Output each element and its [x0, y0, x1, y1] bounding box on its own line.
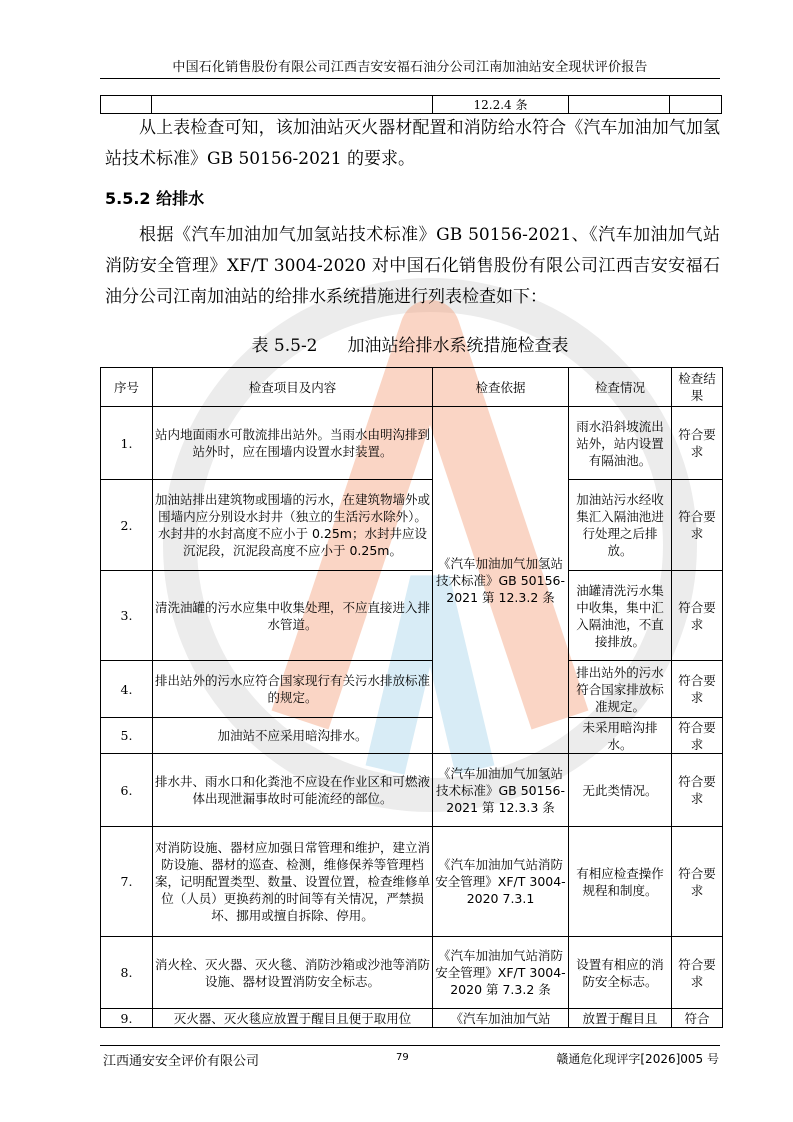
intro-text: 根据《汽车加油加气加氢站技术标准》GB 50156-2021、《汽车加油加气站消防安全管理》XF/T 3004-2020 对中国石化销售股份有限公司江西吉安安福石油分公司江南加油站的给排水系统措施进行列表检查如下：: [105, 225, 720, 307]
table-row: [101, 571, 723, 661]
row-item: 消火栓、灭火器、灭火毯、消防沙箱或沙池等消防设施、器材设置消防安全标志。: [153, 937, 433, 1009]
row-result: 符合要求: [672, 480, 723, 571]
header-title: 中国石化销售股份有限公司江西吉安安福石油分公司江南加油站安全现状评价报告: [172, 60, 648, 75]
table-row: [101, 827, 723, 937]
header-situation: 检查情况: [569, 368, 672, 407]
tail-cell-basis: 12.2.4 条: [433, 96, 569, 114]
conclusion-paragraph: [105, 113, 720, 175]
row-situation: 排出站外的污水符合国家排放标准规定。: [569, 661, 672, 718]
header-item: 检查项目及内容: [153, 368, 433, 407]
row-result: 符合要求: [672, 937, 723, 1009]
row-situation: 雨水沿斜坡流出站外，站内设置有隔油池。: [569, 407, 672, 480]
table-row: [101, 407, 723, 480]
row-result: 符合要求: [672, 571, 723, 661]
conclusion-text: 从上表检查可知，该加油站灭火器材配置和消防给水符合《汽车加油加气加氢站技术标准》GB 50156-2021 的要求。: [105, 118, 720, 169]
row-no: 9.: [101, 1009, 153, 1028]
row-basis: 《汽车加油加气站消防安全管理》XF/T 3004-2020 7.3.1: [433, 827, 569, 937]
row-item: 加油站排出建筑物或围墙的污水，在建筑物墙外或围墙内应分别设水封井（独立的生活污水除外）。水封井的水封高度不应小于 0.25m；水封井应设沉泥段，沉泥段高度不应小于 0.25m。: [153, 480, 433, 571]
table-caption-number: 表 5.5-2: [251, 336, 318, 356]
row-basis: 《汽车加油加气站: [433, 1009, 569, 1028]
row-basis-merged: 《汽车加油加气加氢站技术标准》GB 50156-2021 第 12.3.2 条: [433, 407, 569, 754]
row-no: 4.: [101, 661, 153, 718]
drainage-check-table: [100, 367, 723, 1028]
row-situation: 油罐清洗污水集中收集，集中汇入隔油池，不直接排放。: [569, 571, 672, 661]
header-no: 序号: [101, 368, 153, 407]
row-item: 对消防设施、器材应加强日常管理和维护，建立消防设施、器材的巡查、检测，维修保养等管理档案，记明配置类型、数量、设置位置，检查维修单位（人员）更换药剂的时间等有关情况，严禁损坏、挪用或擅自拆除、停用。: [153, 827, 433, 937]
row-result: 符合要求: [672, 661, 723, 718]
tail-cell-no: [101, 96, 152, 114]
row-result: 符合: [672, 1009, 723, 1028]
tail-cell-item: [152, 96, 433, 114]
footer-company: 江西通安安全评价有限公司: [103, 1054, 260, 1069]
row-item: 排水井、雨水口和化粪池不应设在作业区和可燃液体出现泄漏事故时可能流经的部位。: [153, 754, 433, 827]
footer-report-number: 赣通危化现评字[2026]005 号: [556, 1052, 719, 1066]
row-result: 符合要求: [672, 718, 723, 754]
row-basis: 《汽车加油加气加氢站技术标准》GB 50156-2021 第 12.3.3 条: [433, 754, 569, 827]
row-basis: 《汽车加油加气站消防安全管理》XF/T 3004-2020 第 7.3.2 条: [433, 937, 569, 1009]
row-result: 符合要求: [672, 827, 723, 937]
row-no: 1.: [101, 407, 153, 480]
table-caption: [100, 331, 720, 356]
table-header-row: [101, 368, 723, 407]
header-basis: 检查依据: [433, 368, 569, 407]
row-no: 6.: [101, 754, 153, 827]
intro-paragraph: [105, 220, 720, 313]
row-no: 7.: [101, 827, 153, 937]
header-result: 检查结果: [672, 368, 723, 407]
table-row: [101, 718, 723, 754]
row-situation: 有相应检查操作规程和制度。: [569, 827, 672, 937]
section-heading: [105, 186, 204, 209]
row-no: 8.: [101, 937, 153, 1009]
table-row: [101, 480, 723, 571]
row-no: 2.: [101, 480, 153, 571]
row-situation: 无此类情况。: [569, 754, 672, 827]
row-situation: 放置于醒目且: [569, 1009, 672, 1028]
table-row: [101, 661, 723, 718]
row-result: 符合要求: [672, 754, 723, 827]
table-caption-title: 加油站给排水系统措施检查表: [347, 336, 569, 356]
row-situation: 未采用暗沟排水。: [569, 718, 672, 754]
row-item: 加油站不应采用暗沟排水。: [153, 718, 433, 754]
row-situation: 加油站污水经收集汇入隔油池进行处理之后排放。: [569, 480, 672, 571]
row-item: 排出站外的污水应符合国家现行有关污水排放标准的规定。: [153, 661, 433, 718]
tail-cell-situation: [569, 96, 670, 114]
row-situation: 设置有相应的消防安全标志。: [569, 937, 672, 1009]
row-no: 5.: [101, 718, 153, 754]
header-rule: [100, 78, 720, 79]
row-item: 灭火器、灭火毯应放置于醒目且便于取用位: [153, 1009, 433, 1028]
previous-table-tail: [100, 95, 722, 114]
table-row: [101, 937, 723, 1009]
section-title: 给排水: [156, 189, 205, 208]
table-row: [101, 754, 723, 827]
row-item: 清洗油罐的污水应集中收集处理，不应直接进入排水管道。: [153, 571, 433, 661]
row-result: 符合要求: [672, 407, 723, 480]
tail-cell-result: [670, 96, 722, 114]
row-item: 站内地面雨水可散流排出站外。当雨水由明沟排到站外时，应在围墙内设置水封装置。: [153, 407, 433, 480]
row-no: 3.: [101, 571, 153, 661]
footer-rule: [100, 1045, 720, 1046]
footer-page-number: 79: [396, 1052, 409, 1063]
section-number: 5.5.2: [105, 189, 151, 208]
table-row: [101, 1009, 723, 1028]
